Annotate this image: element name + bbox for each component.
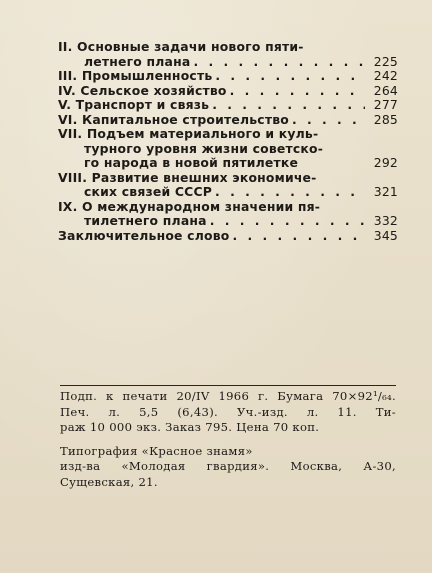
imprint-line-1: Подп. к печати 20/IV 1966 г. Бумага 70×92¹/₆₄. [60, 389, 396, 403]
toc-entry-viii [58, 171, 398, 200]
dot-leader [212, 98, 365, 113]
toc-entry-ix-page: 332 [373, 213, 398, 228]
table-of-contents [58, 40, 398, 243]
dot-leader [210, 214, 365, 229]
toc-entry-iii [58, 69, 398, 84]
toc-entry-vii [58, 127, 398, 171]
dot-leader [230, 84, 365, 99]
toc-entry-iii-page: 242 [373, 68, 398, 83]
toc-entry-ix-line-1: IX. О международном значении пя- [58, 198, 321, 214]
printer-line-2: изд-ва «Молодая гвардия». Москва, А-30, [60, 459, 396, 473]
toc-entry-ii-line-2: летнего плана [84, 53, 191, 69]
toc-entry-v-page: 277 [373, 97, 398, 112]
dot-leader [215, 69, 365, 84]
toc-entry-v [58, 98, 398, 113]
toc-entry-vii-line-2: турного уровня жизни советско- [84, 140, 324, 156]
toc-entry-iv [58, 84, 398, 99]
toc-entry-vii-line-1: VII. Подъем материального и куль- [58, 126, 319, 141]
toc-entry-vii-line-3: го народа в новой пятилетке [84, 155, 299, 170]
toc-entry-iv-line-1: IV. Сельское хозяйство [58, 82, 227, 98]
toc-entry-viii-page: 321 [373, 184, 398, 199]
toc-entry-v-line-1: V. Транспорт и связь [58, 97, 210, 112]
toc-entry-viii-line-2: ских связей СССР [84, 184, 213, 199]
toc-entry-ii [58, 40, 398, 69]
dot-leader [292, 113, 365, 128]
toc-entry-vi-line-1: VI. Капитальное строительство [58, 111, 289, 127]
printer-line-1: Типография «Красное знамя» [60, 443, 253, 458]
toc-entry-vi [58, 113, 398, 128]
imprint-line-3: раж 10 000 экз. Заказ 795. Цена 70 коп. [60, 420, 320, 434]
dot-leader [215, 185, 365, 200]
toc-entry-ii-page: 225 [373, 53, 398, 69]
toc-entry-ii-line-1: II. Основные задачи нового пяти- [58, 39, 304, 54]
dot-leader [193, 55, 365, 70]
toc-entry-vi-page: 285 [373, 111, 398, 127]
toc-entry-viii-line-1: VIII. Развитие внешних экономиче- [58, 169, 317, 185]
toc-entry-iv-page: 264 [373, 82, 398, 98]
toc-entry-conclusion-page: 345 [373, 227, 398, 243]
toc-entry-conclusion [58, 229, 398, 244]
toc-entry-ix-line-2: тилетнего плана [84, 213, 207, 228]
dot-leader [232, 229, 365, 244]
toc-entry-ix [58, 200, 398, 229]
toc-entry-vii-page: 292 [373, 155, 398, 170]
toc-entry-iii-line-1: III. Промышленность [58, 68, 213, 83]
toc-entry-conclusion-line-1: Заключительное слово [58, 227, 230, 243]
imprint-line-2: Печ. л. 5,5 (6,43). Уч.-изд. л. 11. Ти- [60, 404, 396, 419]
imprint-block [60, 385, 396, 490]
printer-line-3: Сущевская, 21. [60, 474, 158, 489]
